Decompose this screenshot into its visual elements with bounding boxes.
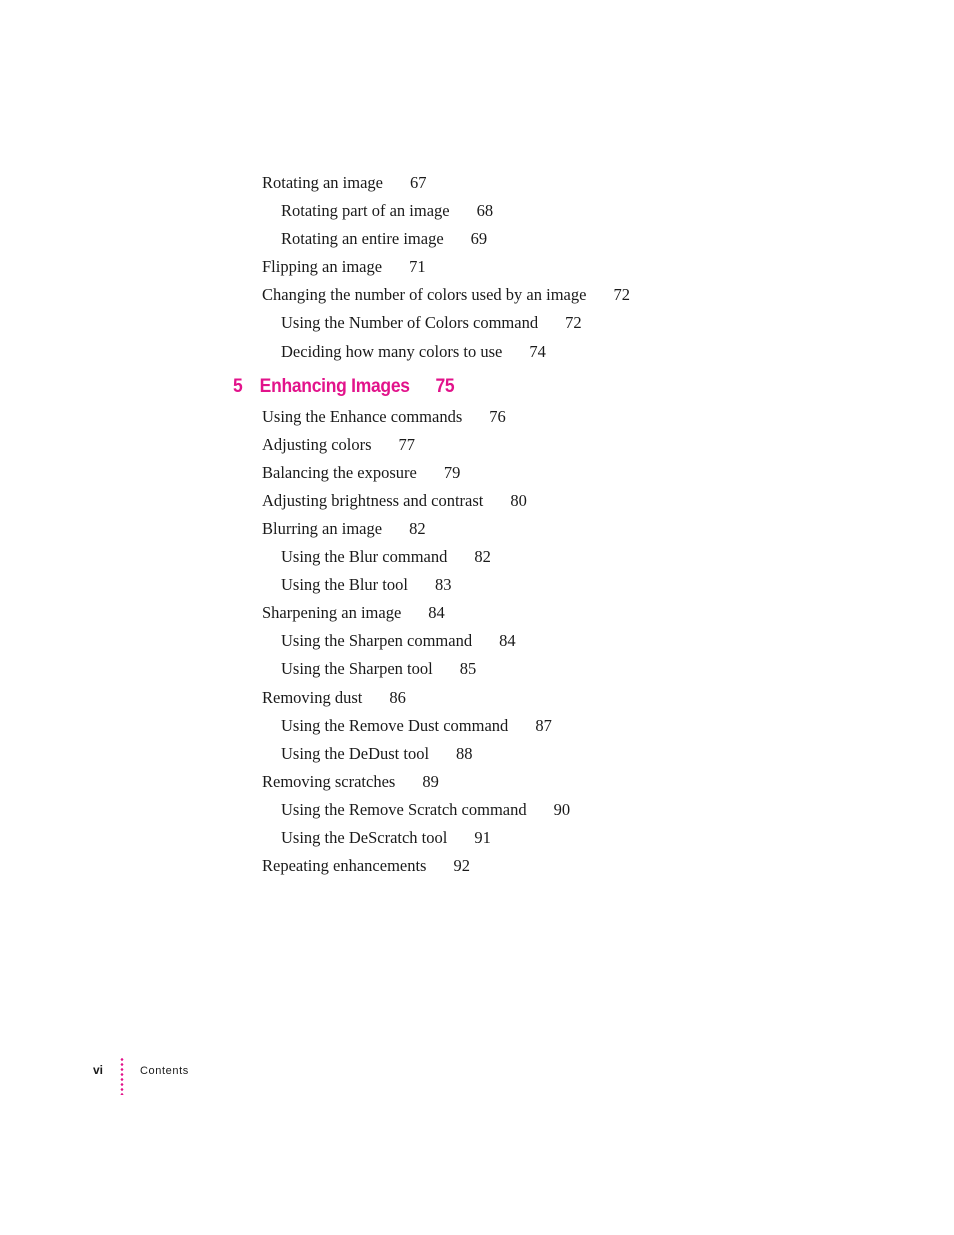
toc-entry-title: Using the Remove Dust command (281, 716, 509, 735)
toc-entry-page: 83 (434, 575, 452, 594)
toc-entry-title: Blurring an image (262, 519, 383, 538)
toc-entry-page: 92 (453, 856, 470, 875)
toc-entry-page: 91 (474, 828, 491, 847)
toc-entry[interactable] (281, 547, 491, 567)
toc-entry[interactable] (281, 342, 546, 362)
toc-entry-title: Sharpening an image (262, 603, 402, 622)
toc-entry-title: Removing dust (262, 688, 363, 707)
toc-entry[interactable] (262, 463, 460, 483)
toc-entry-page: 80 (510, 491, 527, 510)
toc-entry-page: 90 (553, 800, 571, 819)
toc-entry[interactable] (281, 659, 476, 679)
toc-entry[interactable] (262, 407, 506, 427)
toc-entry-page: 74 (529, 342, 546, 361)
toc-entry[interactable] (262, 856, 470, 876)
toc-entry-page: 72 (613, 285, 630, 304)
toc-entry-title: Using the Sharpen tool (281, 659, 433, 678)
toc-entry-title: Rotating part of an image (281, 201, 450, 220)
toc-entry[interactable] (281, 575, 451, 595)
toc-entry[interactable] (262, 603, 445, 623)
toc-entry[interactable] (281, 744, 473, 764)
toc-entry[interactable] (262, 173, 426, 193)
toc-entry-page: 77 (398, 435, 416, 454)
toc-entry-title: Using the DeScratch tool (281, 828, 448, 847)
toc-entry[interactable] (262, 772, 439, 792)
running-footer-label: Contents (140, 1065, 189, 1077)
toc-entry-title: Using the Sharpen command (281, 631, 473, 650)
toc-entry-title: Repeating enhancements (262, 856, 427, 875)
toc-entry-title: Deciding how many colors to use (281, 342, 503, 361)
toc-entry[interactable] (281, 631, 516, 651)
toc-entry-title: Flipping an image (262, 257, 383, 276)
toc-entry-title: Using the Enhance commands (262, 407, 463, 426)
toc-entry-title: Adjusting colors (262, 435, 372, 454)
toc-entry[interactable] (262, 491, 527, 511)
toc-entry-page: 82 (474, 547, 491, 566)
toc-entry-title: Using the Blur command (281, 547, 448, 566)
toc-entry-page: 69 (470, 229, 488, 248)
toc-entry[interactable] (262, 519, 426, 539)
toc-entry-title: Rotating an image (262, 173, 383, 192)
chapter-heading[interactable] (233, 376, 454, 398)
toc-entry[interactable] (262, 285, 630, 305)
chapter-number: 5 (233, 376, 243, 397)
toc-entry[interactable] (281, 313, 582, 333)
toc-entry-title: Using the Blur tool (281, 575, 408, 594)
toc-entry-page: 76 (489, 407, 506, 426)
toc-entry-title: Adjusting brightness and contrast (262, 491, 484, 510)
toc-entry-title: Rotating an entire image (281, 229, 444, 248)
toc-entry-page: 86 (389, 688, 406, 707)
toc-entry[interactable] (262, 257, 426, 277)
toc-entry[interactable] (262, 688, 406, 708)
chapter-page: 75 (435, 376, 455, 397)
toc-entry-page: 67 (409, 173, 427, 192)
toc-entry-title: Using the DeDust tool (281, 744, 430, 763)
toc-entry-page: 84 (499, 631, 516, 650)
toc-entry-page: 71 (409, 257, 426, 276)
page-number: vi (93, 1063, 104, 1077)
toc-entry-page: 88 (456, 744, 473, 763)
toc-entry[interactable] (262, 435, 415, 455)
dotted-divider (120, 1057, 124, 1095)
toc-entry[interactable] (281, 229, 487, 249)
toc-entry[interactable] (281, 828, 491, 848)
toc-entry-page: 72 (565, 313, 582, 332)
toc-entry-page: 84 (428, 603, 445, 622)
toc-entry-title: Removing scratches (262, 772, 396, 791)
toc-entry[interactable] (281, 716, 552, 736)
toc-entry[interactable] (281, 201, 493, 221)
chapter-title: Enhancing Images (259, 376, 410, 397)
toc-entry-page: 89 (422, 772, 439, 791)
toc-entry-title: Changing the number of colors used by an image (262, 285, 587, 304)
toc-entry-page: 82 (409, 519, 426, 538)
toc-entry-page: 68 (476, 201, 494, 220)
toc-entry-page: 79 (443, 463, 461, 482)
toc-entry-title: Using the Number of Colors command (281, 313, 539, 332)
toc-entry-title: Using the Remove Scratch command (281, 800, 527, 819)
toc-entry-title: Balancing the exposure (262, 463, 417, 482)
toc-entry-page: 85 (459, 659, 477, 678)
toc-entry-page: 87 (535, 716, 552, 735)
toc-entry[interactable] (281, 800, 570, 820)
